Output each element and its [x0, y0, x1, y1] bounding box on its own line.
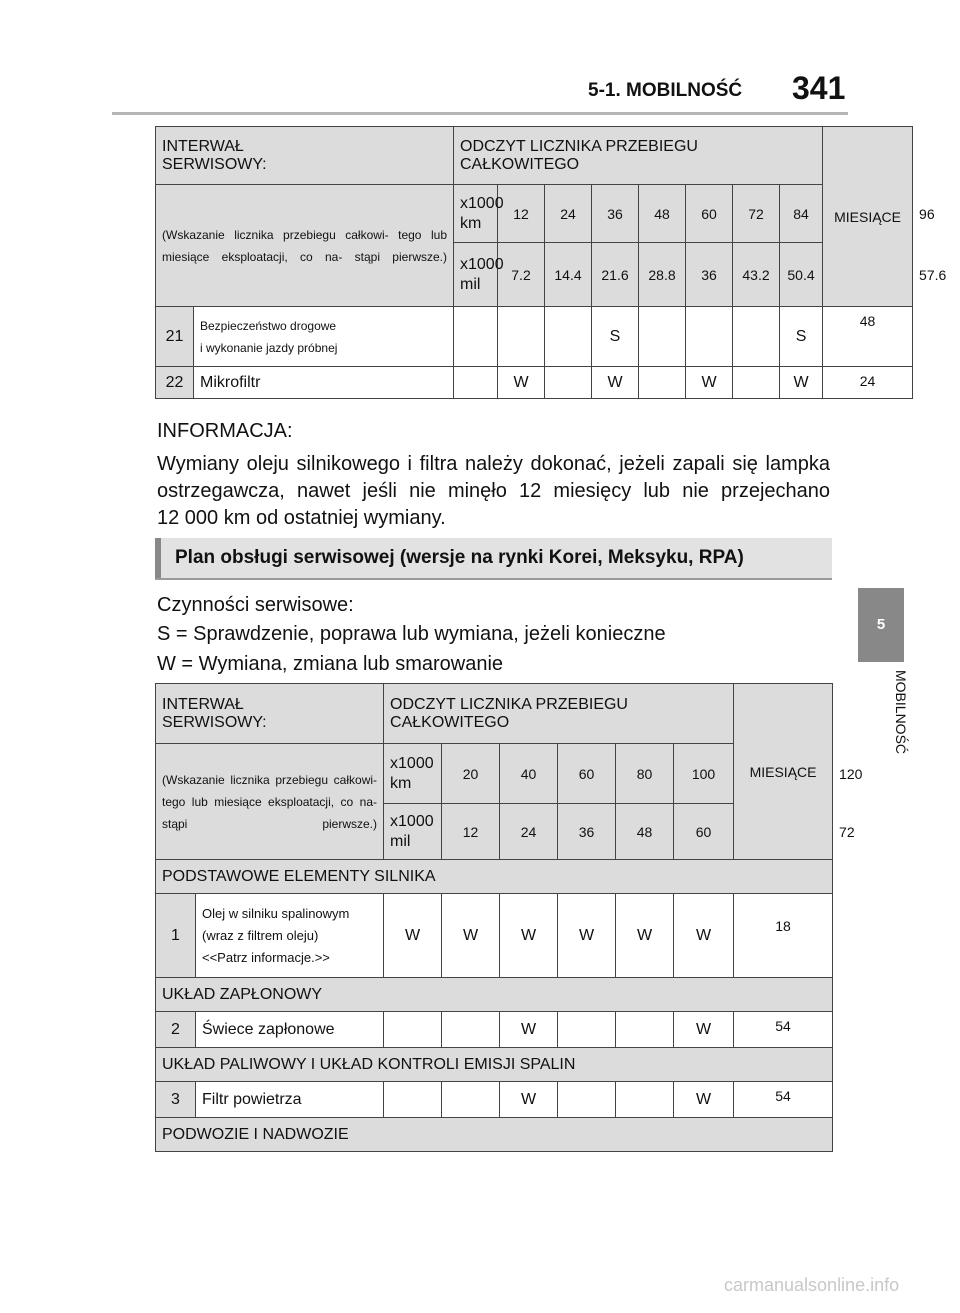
- table-row: [156, 1082, 833, 1118]
- section-banner-title: Plan obsługi serwisowej (wersje na rynki Korei, Meksyku, RPA): [175, 547, 744, 568]
- mil-value: 7.2: [498, 243, 545, 307]
- header-row: [156, 684, 833, 744]
- service-mark: [498, 307, 545, 367]
- km-value: 60: [686, 185, 733, 243]
- km-value: 24: [545, 185, 592, 243]
- service-mark: W: [592, 367, 639, 399]
- mil-value: 60: [674, 804, 734, 860]
- service-mark: [733, 307, 780, 367]
- service-mark: [616, 1082, 674, 1118]
- item-months: 18: [734, 894, 833, 978]
- months-label: MIESIĄCE: [823, 127, 913, 307]
- interval-note: (Wskazanie licznika przebiegu całkowi- tego lub miesiące eksploatacji, co na- stąpi pierwsze.): [156, 185, 454, 307]
- item-number: 3: [156, 1082, 196, 1118]
- service-table-1: [155, 126, 947, 399]
- service-mark: [454, 367, 498, 399]
- km-value: 72: [733, 185, 780, 243]
- mil-value: 14.4: [545, 243, 592, 307]
- km-row: (Wskazanie licznika przebiegu całkowi- tego lub miesiące eksploatacji, co na- stąpi pierwsze.) x1000 km 12 24 36 48 60 72 84 96: [156, 185, 913, 243]
- service-mark: W: [500, 1082, 558, 1118]
- item-months: 24: [823, 367, 913, 399]
- group-title: PODWOZIE I NADWOZIE: [156, 1118, 833, 1152]
- group-header-row: [156, 978, 833, 1012]
- group-header-row: [156, 1048, 833, 1082]
- mil-value: 24: [500, 804, 558, 860]
- item-months: 54: [734, 1012, 833, 1048]
- service-mark: [616, 1012, 674, 1048]
- service-mark: W: [384, 894, 442, 978]
- service-mark: [545, 307, 592, 367]
- service-table-2: [155, 683, 863, 1152]
- item-name: Filtr powietrza: [196, 1082, 384, 1118]
- table-row: [156, 307, 913, 367]
- service-mark: [442, 1012, 500, 1048]
- section-banner-rule: [155, 578, 832, 580]
- watermark: carmanualsonline.info: [724, 1275, 900, 1295]
- mil-value: 36: [686, 243, 733, 307]
- mil-value: 50.4: [780, 243, 823, 307]
- service-mark: W: [442, 894, 500, 978]
- item-months: 54: [734, 1082, 833, 1118]
- group-title: UKŁAD ZAPŁONOWY: [156, 978, 833, 1012]
- table-row: [156, 367, 913, 399]
- service-mark: [686, 307, 733, 367]
- service-mark: [545, 367, 592, 399]
- mil-row: x1000 mil 7.2 14.4 21.6 28.8 36 43.2 50.4 57.6: [156, 243, 913, 307]
- section-title: 5-1. MOBILNOŚĆ: [588, 80, 743, 101]
- page-header: [0, 0, 960, 120]
- group-title: PODSTAWOWE ELEMENTY SILNIKA: [156, 860, 833, 894]
- km-value: 80: [616, 744, 674, 804]
- mil-value: 21.6: [592, 243, 639, 307]
- km-value: 48: [639, 185, 686, 243]
- info-line: 12 000 km od ostatniej wymiany.: [157, 507, 446, 529]
- service-mark: W: [674, 1012, 734, 1048]
- mil-value: 43.2: [733, 243, 780, 307]
- service-mark: S: [592, 307, 639, 367]
- table-row: [156, 1012, 833, 1048]
- info-line: Wymiany oleju silnikowego i filtra należy dokonać, jeżeli zapali się lampka: [157, 453, 830, 475]
- info-title: INFORMACJA:: [157, 420, 293, 442]
- service-mark: [384, 1082, 442, 1118]
- legend-w: W = Wymiana, zmiana lub smarowanie: [157, 653, 504, 675]
- chapter-tab-label: MOBILNOŚĆ: [893, 670, 909, 755]
- service-mark: S: [780, 307, 823, 367]
- service-mark: W: [674, 1082, 734, 1118]
- service-mark: W: [500, 1012, 558, 1048]
- item-number: 22: [156, 367, 194, 399]
- months-label: MIESIĄCE: [734, 684, 833, 860]
- section-banner: [155, 538, 832, 578]
- service-mark: [558, 1082, 616, 1118]
- mil-row: x1000 mil 12 24 36 48 60 72: [156, 804, 833, 860]
- service-mark: W: [558, 894, 616, 978]
- mil-value: 36: [558, 804, 616, 860]
- service-mark: W: [616, 894, 674, 978]
- km-row: (Wskazanie licznika przebiegu całkowi- tego lub miesiące eksploatacji, co na- stąpi pierwsze.) x1000 km 20 40 60 80 100 120: [156, 744, 833, 804]
- service-intro: Czynności serwisowe:: [157, 594, 354, 616]
- mil-unit: x1000 mil: [454, 243, 498, 307]
- item-name: Bezpieczeństwo drogowe i wykonanie jazdy próbnej: [194, 307, 454, 367]
- mil-value: 48: [616, 804, 674, 860]
- header-rule: [112, 112, 848, 115]
- service-mark: W: [498, 367, 545, 399]
- mil-unit: x1000 mil: [384, 804, 442, 860]
- item-number: 2: [156, 1012, 196, 1048]
- item-name: Mikrofiltr: [194, 367, 454, 399]
- group-title: UKŁAD PALIWOWY I UKŁAD KONTROLI EMISJI SPALIN: [156, 1048, 833, 1082]
- interval-note: (Wskazanie licznika przebiegu całkowi- tego lub miesiące eksploatacji, co na- stąpi pierwsze.): [156, 744, 384, 860]
- info-line: ostrzegawcza, nawet jeśli nie minęło 12 miesięcy lub nie przejechano: [157, 480, 830, 502]
- km-unit: x1000 km: [454, 185, 498, 243]
- service-mark: [454, 307, 498, 367]
- interval-label: INTERWAŁ SERWISOWY:: [156, 684, 384, 744]
- km-unit: x1000 km: [384, 744, 442, 804]
- group-header-row: [156, 860, 833, 894]
- service-mark: [384, 1012, 442, 1048]
- service-mark: [639, 307, 686, 367]
- km-value: 12: [498, 185, 545, 243]
- item-name: Olej w silniku spalinowym (wraz z filtrem oleju) <<Patrz informacje.>>: [196, 894, 384, 978]
- item-number: 1: [156, 894, 196, 978]
- km-value: 100: [674, 744, 734, 804]
- service-mark: W: [686, 367, 733, 399]
- odometer-label: ODCZYT LICZNIKA PRZEBIEGU CAŁKOWITEGO: [384, 684, 734, 744]
- legend-s: S = Sprawdzenie, poprawa lub wymiana, jeżeli konieczne: [157, 623, 666, 645]
- km-value: 40: [500, 744, 558, 804]
- odometer-label: ODCZYT LICZNIKA PRZEBIEGU CAŁKOWITEGO: [454, 127, 823, 185]
- service-mark: [442, 1082, 500, 1118]
- service-mark: W: [674, 894, 734, 978]
- page-number: 341: [792, 70, 846, 106]
- service-mark: [558, 1012, 616, 1048]
- item-name: Świece zapłonowe: [196, 1012, 384, 1048]
- mil-value: 12: [442, 804, 500, 860]
- service-mark: W: [500, 894, 558, 978]
- service-mark: [733, 367, 780, 399]
- item-months: 48: [823, 307, 913, 367]
- table-row: [156, 894, 833, 978]
- service-mark: W: [780, 367, 823, 399]
- info-paragraph: [157, 451, 830, 532]
- km-value: 84: [780, 185, 823, 243]
- km-value: 20: [442, 744, 500, 804]
- km-value: 60: [558, 744, 616, 804]
- chapter-tab: 5: [858, 588, 904, 662]
- interval-label: INTERWAŁ SERWISOWY:: [156, 127, 454, 185]
- mil-value: 28.8: [639, 243, 686, 307]
- service-mark: [639, 367, 686, 399]
- km-value: 36: [592, 185, 639, 243]
- item-number: 21: [156, 307, 194, 367]
- group-header-row: [156, 1118, 833, 1152]
